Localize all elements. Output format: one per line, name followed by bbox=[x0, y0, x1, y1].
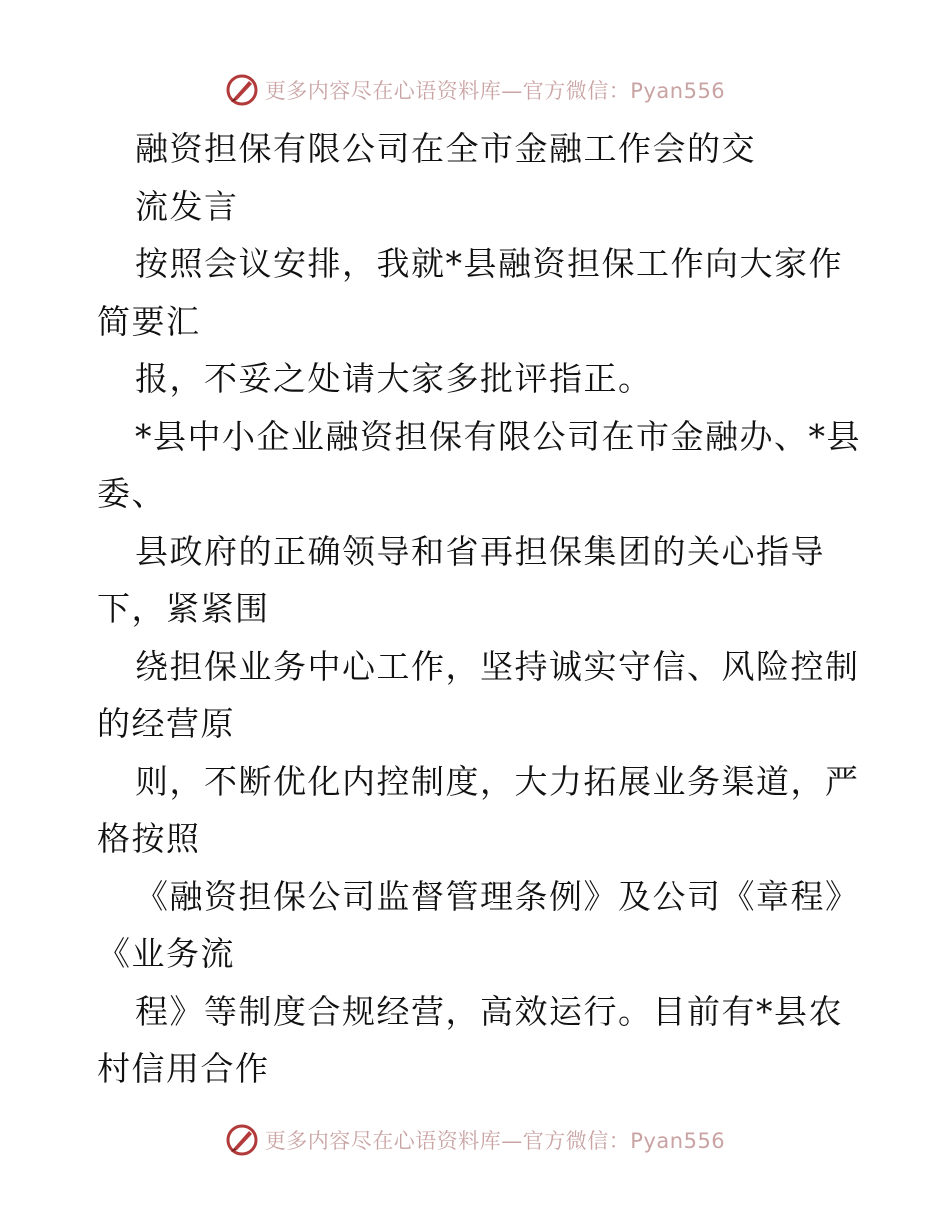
document-body bbox=[97, 120, 887, 1098]
watermark-header bbox=[0, 70, 950, 110]
text-line: 下，紧紧围 bbox=[97, 589, 270, 628]
watermark-footer bbox=[0, 1120, 950, 1160]
text-line: 《融资担保公司监督管理条例》及公司《章程》 bbox=[135, 876, 860, 916]
watermark-text: 更多内容尽在心语资料库—官方微信：Pyan556 bbox=[264, 1129, 726, 1153]
text-line: 简要汇 bbox=[97, 301, 201, 341]
text-line: 程》等制度合规经营，高效运行。目前有*县农 bbox=[135, 991, 843, 1031]
quill-pen-logo-icon bbox=[225, 1123, 259, 1157]
text-line: *县中小企业融资担保有限公司在市金融办、*县 bbox=[135, 416, 861, 456]
text-line: 委、 bbox=[97, 474, 166, 513]
text-line: 格按照 bbox=[97, 819, 201, 858]
watermark-text: 更多内容尽在心语资料库—官方微信：Pyan556 bbox=[264, 79, 726, 103]
text-line: 村信用合作 bbox=[97, 1049, 270, 1088]
quill-pen-logo-icon bbox=[225, 73, 259, 107]
text-line: 县政府的正确领导和省再担保集团的关心指导 bbox=[135, 531, 825, 571]
text-line: 融资担保有限公司在全市金融工作会的交 bbox=[135, 129, 756, 168]
text-line: 则，不断优化内控制度，大力拓展业务渠道，严 bbox=[135, 761, 860, 801]
text-line: 《业务流 bbox=[97, 934, 235, 973]
text-line: 报，不妥之处请大家多批评指正。 bbox=[135, 359, 653, 398]
text-line: 按照会议安排，我就*县融资担保工作向大家作 bbox=[135, 244, 843, 283]
text-line: 流发言 bbox=[135, 186, 239, 226]
text-line: 的经营原 bbox=[97, 704, 235, 743]
text-line: 绕担保业务中心工作，坚持诚实守信、风险控制 bbox=[135, 646, 860, 686]
